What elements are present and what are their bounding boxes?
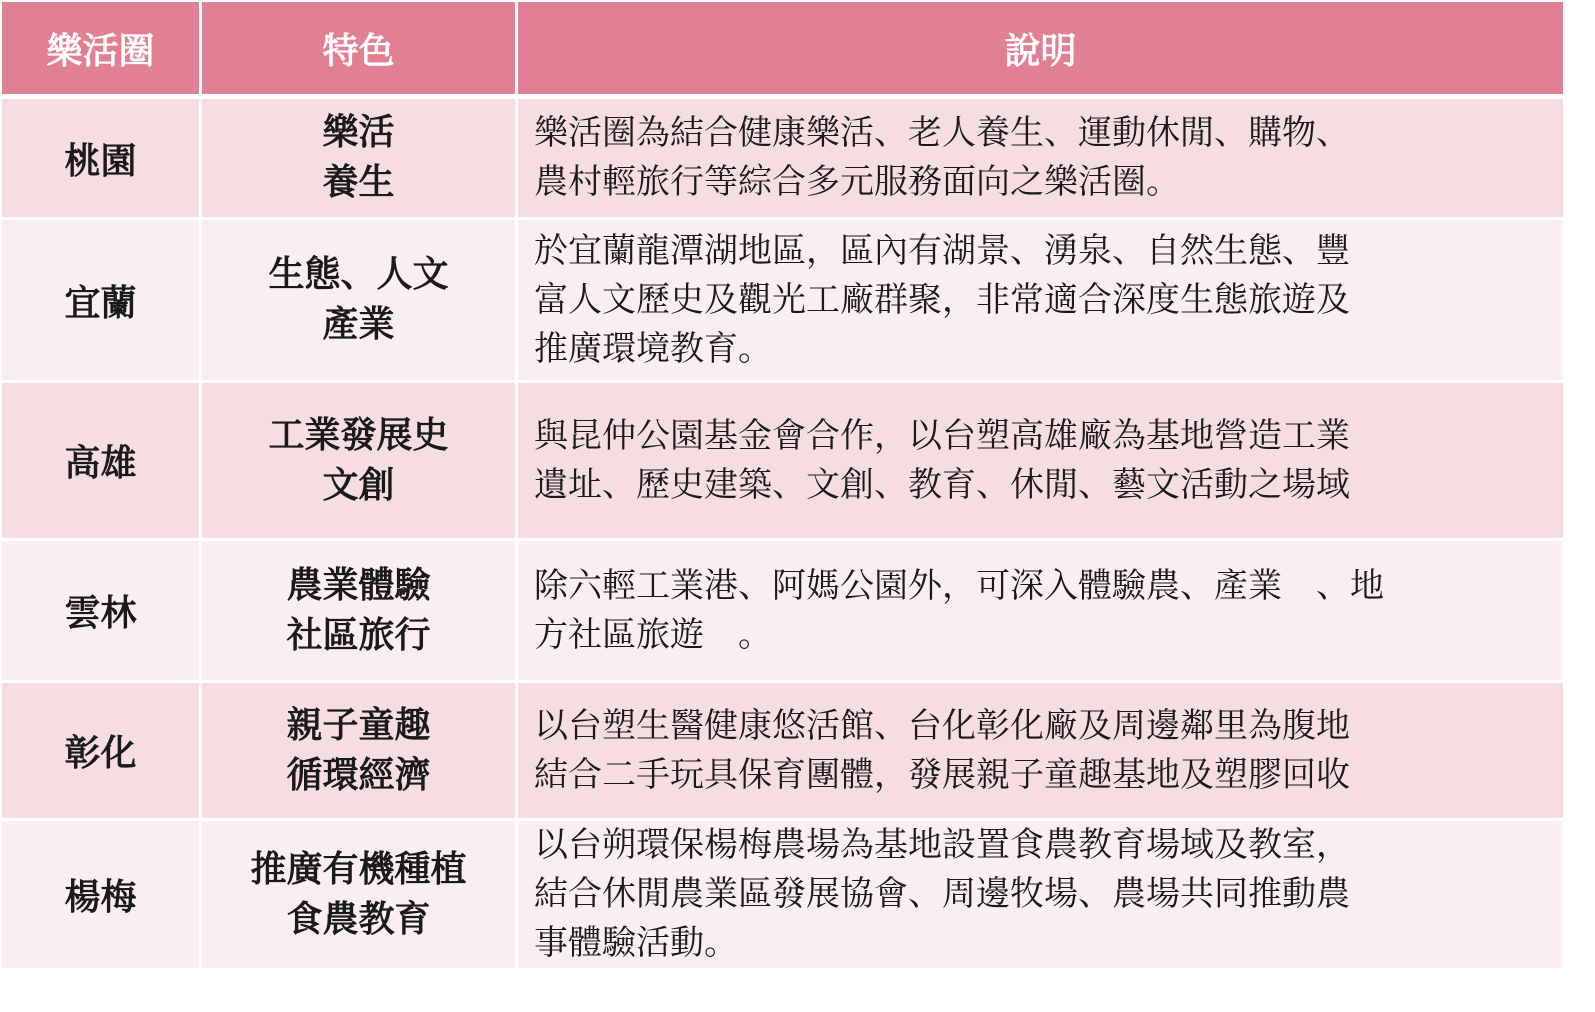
description-line: 遺址、歷史建築、文創、教育、休閒、藝文活動之場域 [534, 464, 1350, 505]
leisure-circle-table [2, 2, 1563, 971]
table-row [2, 821, 1563, 971]
feature-line: 循環經濟 [286, 754, 431, 796]
feature-line: 社區旅行 [286, 614, 431, 656]
feature-cell [202, 683, 518, 821]
feature-line: 農業體驗 [286, 564, 431, 606]
description-line: 推廣環境教育。 [534, 328, 772, 369]
description-cell [518, 541, 1563, 683]
description-line: 樂活圈為結合健康樂活、老人養生、運動休閒、購物、 [534, 113, 1350, 153]
area-cell: 桃園 [2, 99, 202, 220]
description-line: 除六輕工業港、阿媽公園外，可深入體驗農、產業 、地 [534, 565, 1384, 606]
description-line: 以台朔環保楊梅農場為基地設置食農教育場域及教室， [534, 825, 1350, 865]
feature-line: 食農教育 [286, 898, 431, 940]
description-line: 結合二手玩具保育團體，發展親子童趣基地及塑膠回收 [534, 754, 1350, 795]
header-feature: 特色 [202, 2, 518, 99]
area-cell: 宜蘭 [2, 220, 202, 383]
description-cell [518, 683, 1563, 821]
feature-line: 親子童趣 [286, 704, 431, 746]
description-line: 於宜蘭龍潭湖地區，區內有湖景、湧泉、自然生態、豐 [534, 230, 1350, 271]
description-line: 結合休閒農業區發展協會、周邊牧場、農場共同推動農 [534, 874, 1350, 914]
description-cell [518, 821, 1563, 971]
table-row [2, 683, 1563, 821]
description-cell [518, 220, 1563, 383]
table-row [2, 541, 1563, 683]
table-row [2, 220, 1563, 383]
header-area: 樂活圈 [2, 2, 202, 99]
feature-cell [202, 541, 518, 683]
feature-line: 養生 [322, 162, 395, 203]
feature-cell [202, 220, 518, 383]
description-line: 方社區旅遊 。 [534, 614, 772, 655]
table-row [2, 383, 1563, 541]
feature-cell [202, 99, 518, 220]
feature-line: 產業 [322, 304, 395, 345]
feature-line: 工業發展史 [268, 414, 449, 456]
area-cell: 高雄 [2, 383, 202, 541]
description-line: 與昆仲公園基金會合作，以台塑高雄廠為基地營造工業 [534, 415, 1350, 456]
area-cell: 雲林 [2, 541, 202, 683]
description-line: 以台塑生醫健康悠活館、台化彰化廠及周邊鄰里為腹地 [534, 705, 1350, 746]
table-row [2, 99, 1563, 220]
feature-line: 樂活 [322, 112, 395, 153]
feature-line: 文創 [322, 464, 395, 506]
feature-line: 生態、人文 [268, 254, 449, 295]
table-header-row [2, 2, 1563, 99]
area-cell: 楊梅 [2, 821, 202, 971]
header-description: 說明 [518, 2, 1563, 99]
feature-cell [202, 383, 518, 541]
feature-line: 推廣有機種植 [250, 848, 467, 890]
description-line: 農村輕旅行等綜合多元服務面向之樂活圈。 [534, 162, 1180, 202]
description-line: 事體驗活動。 [534, 923, 738, 963]
description-cell [518, 99, 1563, 220]
feature-cell [202, 821, 518, 971]
description-line: 富人文歷史及觀光工廠群聚，非常適合深度生態旅遊及 [534, 279, 1350, 320]
description-cell [518, 383, 1563, 541]
area-cell: 彰化 [2, 683, 202, 821]
